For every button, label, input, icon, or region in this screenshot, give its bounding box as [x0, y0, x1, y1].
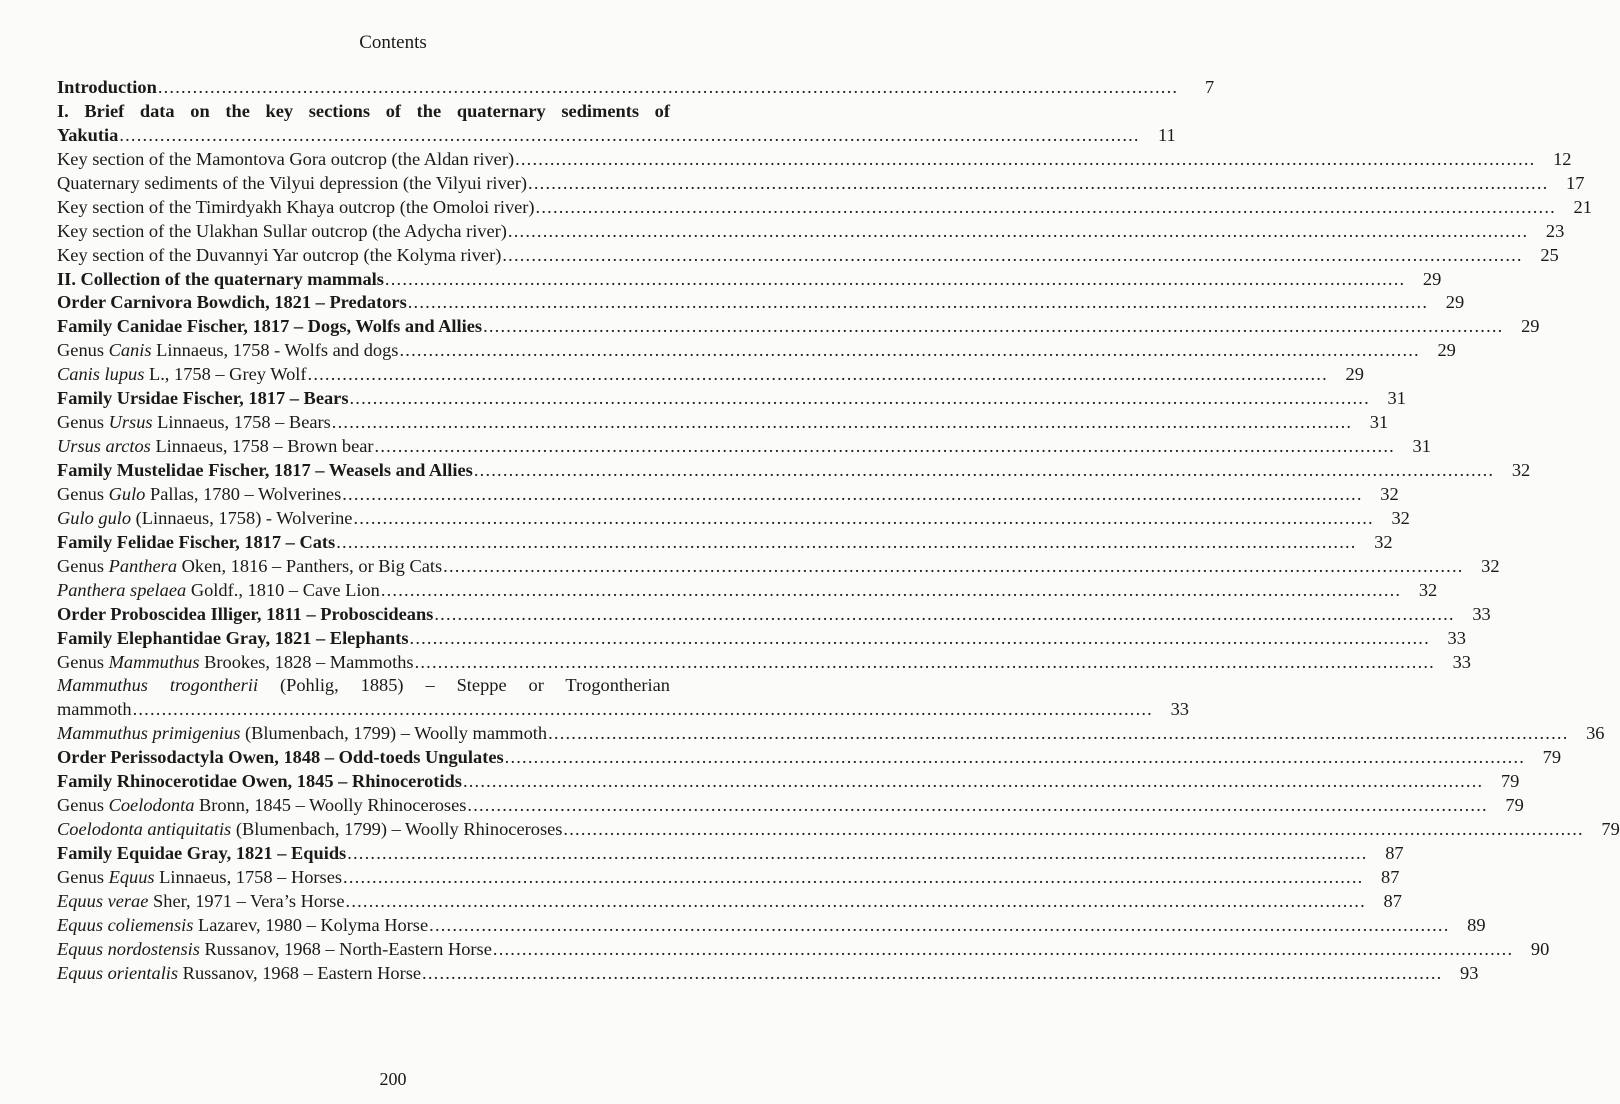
entry-text: Family Equidae Gray, 1821 – Equids [57, 843, 347, 863]
toc-page-number: 33 [1447, 627, 1466, 648]
dot-leader [343, 866, 1363, 890]
toc-entry[interactable] [57, 387, 1406, 411]
toc-entry[interactable] [57, 890, 1402, 914]
toc-page-number: 36 [1586, 723, 1605, 744]
toc-page-number: 29 [1422, 268, 1442, 289]
taxon-name: Equus nordostensis [57, 938, 200, 959]
entry-text: Family Ursidae Fischer, 1817 – Bears [57, 388, 349, 409]
toc-entry[interactable] [57, 196, 1592, 220]
toc-entry-title [57, 220, 507, 244]
toc-entry-title [57, 339, 398, 363]
toc-entry-title [57, 411, 331, 435]
toc-entry[interactable] [57, 938, 1550, 962]
entry-text: Oken, 1816 – Panthers, or Big Cats [177, 555, 443, 576]
entry-text: L., 1758 – Grey Wolf [144, 364, 307, 385]
dot-leader [463, 770, 1483, 794]
toc-entry[interactable] [57, 172, 1585, 196]
toc-page-number: 33 [1452, 651, 1471, 672]
entry-text: II. Collection of the quaternary mammals [57, 268, 384, 289]
dot-leader [434, 603, 1454, 627]
toc-page-number: 32 [1481, 555, 1500, 576]
toc-entry-title [57, 148, 514, 172]
toc-page-number: 32 [1418, 579, 1438, 600]
entry-text: Lazarev, 1980 – Kolyma Horse [193, 914, 429, 935]
dot-leader [528, 172, 1548, 196]
toc-page-number: 7 [1205, 77, 1215, 97]
entry-text: Genus [57, 340, 109, 361]
entry-text: Goldf., 1810 – Cave Lion [186, 579, 380, 600]
toc-entry-title [57, 627, 409, 651]
toc-entry-title [57, 555, 442, 579]
toc-entry[interactable] [57, 291, 1465, 315]
toc-page-number: 25 [1540, 244, 1559, 265]
toc-entry[interactable] [57, 842, 1404, 866]
dot-leader [342, 483, 1362, 507]
toc-entry[interactable] [57, 531, 1393, 555]
toc-entry[interactable] [57, 459, 1531, 483]
toc-entry[interactable] [57, 220, 1565, 244]
toc-entry[interactable] [57, 794, 1524, 818]
page-title: Contents [359, 32, 427, 53]
entry-text: Pallas, 1780 – Wolverines [145, 483, 342, 504]
table-of-contents [57, 76, 1620, 986]
dot-leader [346, 890, 1366, 914]
entry-text: Order Carnivora Bowdich, 1821 – Predators [57, 292, 407, 313]
entry-text: Russanov, 1968 – North-Eastern Horse [199, 938, 492, 959]
toc-entry[interactable] [57, 339, 1456, 363]
toc-entry-title [57, 842, 346, 866]
dot-leader [133, 698, 1153, 722]
toc-page-number: 23 [1545, 220, 1565, 241]
toc-entry-title [57, 866, 342, 890]
entry-text: (Blumenbach, 1799) – Woolly mammoth [240, 723, 548, 744]
toc-entry-title [57, 268, 384, 292]
toc-entry[interactable] [57, 603, 1491, 627]
dot-leader [563, 818, 1583, 842]
toc-entry-title [57, 291, 407, 315]
toc-entry[interactable] [57, 363, 1364, 387]
entry-text: Key section of the Duvannyi Yar outcrop (the Kolyma river) [57, 244, 502, 265]
toc-page-number: 32 [1391, 507, 1410, 528]
toc-entry[interactable] [57, 770, 1520, 794]
dot-leader [158, 76, 1178, 100]
taxon-name: Gulo [108, 483, 146, 504]
entry-text: Quaternary sediments of the Vilyui depression (the Vilyui river) [57, 172, 528, 193]
taxon-name: Equus [108, 866, 155, 887]
toc-page-number: 90 [1530, 938, 1550, 959]
entry-text: Sher, 1971 – Vera’s Horse [148, 890, 345, 911]
entry-text: Genus [57, 555, 109, 576]
dot-leader [515, 148, 1535, 172]
toc-entry[interactable] [57, 722, 1605, 746]
entry-text: Yakutia [57, 124, 119, 145]
toc-entry[interactable] [57, 627, 1466, 651]
entry-text: Linnaeus, 1758 – Bears [152, 412, 331, 433]
taxon-name: Mammuthus trogontherii [57, 675, 259, 696]
dot-leader [347, 842, 1367, 866]
taxon-name: Canis lupus [57, 364, 145, 385]
page-number-footer: 200 [379, 1069, 407, 1089]
toc-page-number: 31 [1387, 388, 1406, 409]
dot-leader [429, 914, 1449, 938]
toc-entry-title [57, 387, 349, 411]
toc-page-number: 33 [1472, 603, 1491, 624]
taxon-name: Panthera spelaea [57, 579, 187, 600]
taxon-name: Equus orientalis [57, 962, 179, 983]
dot-leader [385, 268, 1405, 292]
toc-page-number: 29 [1345, 364, 1364, 385]
entry-text: Key section of the Ulakhan Sullar outcrop (the Adycha river) [57, 220, 507, 241]
taxon-name: Mammuthus [108, 651, 200, 672]
toc-page-number: 87 [1381, 866, 1400, 887]
toc-page-number: 33 [1170, 699, 1189, 720]
dot-leader [399, 339, 1419, 363]
toc-entry-title [57, 172, 527, 196]
taxon-name: Coelodonta [108, 795, 195, 816]
toc-entry[interactable] [57, 746, 1562, 770]
dot-leader [467, 794, 1487, 818]
toc-entry-title [57, 531, 335, 555]
dot-leader [415, 651, 1435, 675]
entry-text: Genus [57, 795, 109, 816]
dot-leader [308, 363, 1328, 387]
toc-page-number: 32 [1511, 460, 1531, 480]
dot-leader [375, 435, 1395, 459]
toc-entry-title [57, 483, 341, 507]
dot-leader [502, 244, 1522, 268]
toc-page-number: 29 [1521, 316, 1540, 337]
toc-entry[interactable] [57, 76, 1215, 100]
toc-entry[interactable] [57, 100, 738, 124]
entry-text: Family Canidae Fischer, 1817 – Dogs, Wolfs and Allies [57, 316, 483, 337]
toc-entry-title [57, 914, 428, 938]
toc-entry[interactable] [57, 244, 1559, 268]
toc-entry-title [57, 746, 504, 770]
toc-entry-title [57, 674, 670, 698]
entry-text: I. Brief data on the key sections of the quaternary sediments of [57, 100, 670, 121]
toc-entry-title [57, 76, 157, 100]
toc-entry[interactable] [57, 148, 1572, 172]
toc-page-number: 79 [1500, 771, 1520, 792]
dot-leader [508, 220, 1528, 244]
toc-page-number: 87 [1383, 890, 1402, 911]
dot-leader [410, 627, 1430, 651]
dot-leader [408, 291, 1428, 315]
toc-entry[interactable] [57, 579, 1438, 603]
entry-text: Genus [57, 412, 109, 433]
toc-entry[interactable] [57, 651, 1471, 675]
toc-entry-title [57, 722, 547, 746]
dot-leader [336, 531, 1356, 555]
toc-entry-title [57, 315, 482, 339]
toc-entry-title [57, 794, 466, 818]
entry-text: Family Elephantidae Gray, 1821 – Elephants [57, 627, 409, 648]
entry-text: Introduction [57, 77, 157, 97]
toc-entry[interactable] [57, 866, 1400, 890]
toc-entry[interactable] [57, 914, 1486, 938]
dot-leader [483, 315, 1503, 339]
entry-text: (Linnaeus, 1758) - Wolverine [131, 507, 353, 528]
entry-text: Brookes, 1828 – Mammoths [199, 651, 414, 672]
dot-leader [493, 938, 1513, 962]
toc-page-number: 21 [1573, 196, 1592, 217]
toc-entry-title [57, 459, 473, 483]
entry-text: Linnaeus, 1758 – Horses [154, 866, 343, 887]
toc-entry[interactable] [57, 674, 738, 698]
toc-page-number: 11 [1158, 124, 1176, 145]
taxon-name: Equus verae [57, 890, 149, 911]
toc-page-number: 32 [1380, 483, 1399, 504]
taxon-name: Ursus arctos [57, 436, 151, 457]
toc-page-number: 17 [1566, 172, 1585, 193]
entry-text: Order Proboscidea Illiger, 1811 – Proboscideans [57, 603, 434, 624]
toc-entry-title [57, 938, 492, 962]
toc-entry-title [57, 651, 414, 675]
toc-entry-title [57, 244, 501, 268]
taxon-name: Ursus [108, 412, 153, 433]
toc-entry-title [57, 363, 307, 387]
toc-page-number: 29 [1445, 292, 1465, 313]
toc-entry-title [57, 507, 352, 531]
toc-entry[interactable] [57, 962, 1479, 986]
toc-entry-title [57, 603, 433, 627]
toc-entry[interactable] [57, 818, 1620, 842]
taxon-name: Mammuthus primigenius [57, 723, 241, 744]
entry-text: Family Mustelidae Fischer, 1817 – Weasels and Allies [57, 460, 473, 480]
entry-text: mammoth [57, 699, 132, 720]
entry-text: Key section of the Timirdyakh Khaya outcrop (the Omoloi river) [57, 196, 535, 217]
toc-page-number: 29 [1437, 340, 1456, 361]
toc-entry[interactable] [57, 315, 1540, 339]
toc-entry-title [57, 698, 132, 722]
taxon-name: Canis [108, 340, 152, 361]
toc-entry[interactable] [57, 555, 1500, 579]
entry-text: Order Perissodactyla Owen, 1848 – Odd-toeds Ungulates [57, 747, 504, 768]
toc-entry[interactable] [57, 268, 1442, 292]
toc-page-number: 32 [1374, 531, 1393, 552]
dot-leader [119, 124, 1139, 148]
toc-entry-title [57, 962, 421, 986]
dot-leader [474, 459, 1494, 483]
entry-text: Linnaeus, 1758 – Brown bear [150, 436, 374, 457]
dot-leader [332, 411, 1352, 435]
taxon-name: Gulo gulo [57, 507, 132, 528]
toc-entry-title [57, 100, 670, 124]
toc-entry-title [57, 818, 562, 842]
dot-leader [548, 722, 1568, 746]
toc-entry-title [57, 196, 535, 220]
toc-page-number: 79 [1505, 795, 1524, 816]
taxon-name: Equus coliemensis [57, 914, 194, 935]
entry-text: Linnaeus, 1758 - Wolfs and dogs [151, 340, 399, 361]
entry-text: Genus [57, 483, 109, 504]
toc-page-number: 93 [1460, 962, 1479, 983]
entry-text: (Pohlig, 1885) – Steppe or Trogontherian [258, 675, 670, 696]
toc-entry-title [57, 770, 462, 794]
entry-text: Family Rhinocerotidae Owen, 1845 – Rhinocerotids [57, 771, 462, 792]
toc-entry[interactable] [57, 411, 1389, 435]
toc-entry-title [57, 124, 118, 148]
toc-entry[interactable] [57, 483, 1399, 507]
toc-entry[interactable] [57, 124, 1176, 148]
entry-text: (Blumenbach, 1799) – Woolly Rhinoceroses [231, 819, 563, 840]
entry-text: Bronn, 1845 – Woolly Rhinoceroses [194, 795, 467, 816]
toc-page-number: 89 [1467, 914, 1486, 935]
toc-entry-title [57, 435, 374, 459]
dot-leader [443, 555, 1463, 579]
toc-entry-title [57, 890, 345, 914]
dot-leader [381, 579, 1401, 603]
taxon-name: Panthera [108, 555, 178, 576]
entry-text: Russanov, 1968 – Eastern Horse [178, 962, 422, 983]
dot-leader [422, 962, 1442, 986]
entry-text: Genus [57, 866, 109, 887]
entry-text: Key section of the Mamontova Gora outcrop (the Aldan river) [57, 148, 515, 169]
toc-page-number: 31 [1369, 412, 1389, 433]
toc-page-number: 79 [1601, 819, 1620, 840]
taxon-name: Coelodonta antiquitatis [57, 819, 232, 840]
toc-page-number: 12 [1553, 148, 1572, 169]
dot-leader [536, 196, 1556, 220]
toc-entry[interactable] [57, 698, 1189, 722]
toc-page-number: 79 [1542, 747, 1562, 768]
dot-leader [353, 507, 1373, 531]
entry-text: Family Felidae Fischer, 1817 – Cats [57, 531, 336, 552]
entry-text: Genus [57, 651, 109, 672]
toc-page-number: 87 [1385, 843, 1404, 863]
toc-entry[interactable] [57, 507, 1410, 531]
toc-page-number: 31 [1412, 436, 1431, 457]
dot-leader [350, 387, 1370, 411]
dot-leader [505, 746, 1525, 770]
toc-entry-title [57, 579, 380, 603]
toc-entry[interactable] [57, 435, 1431, 459]
